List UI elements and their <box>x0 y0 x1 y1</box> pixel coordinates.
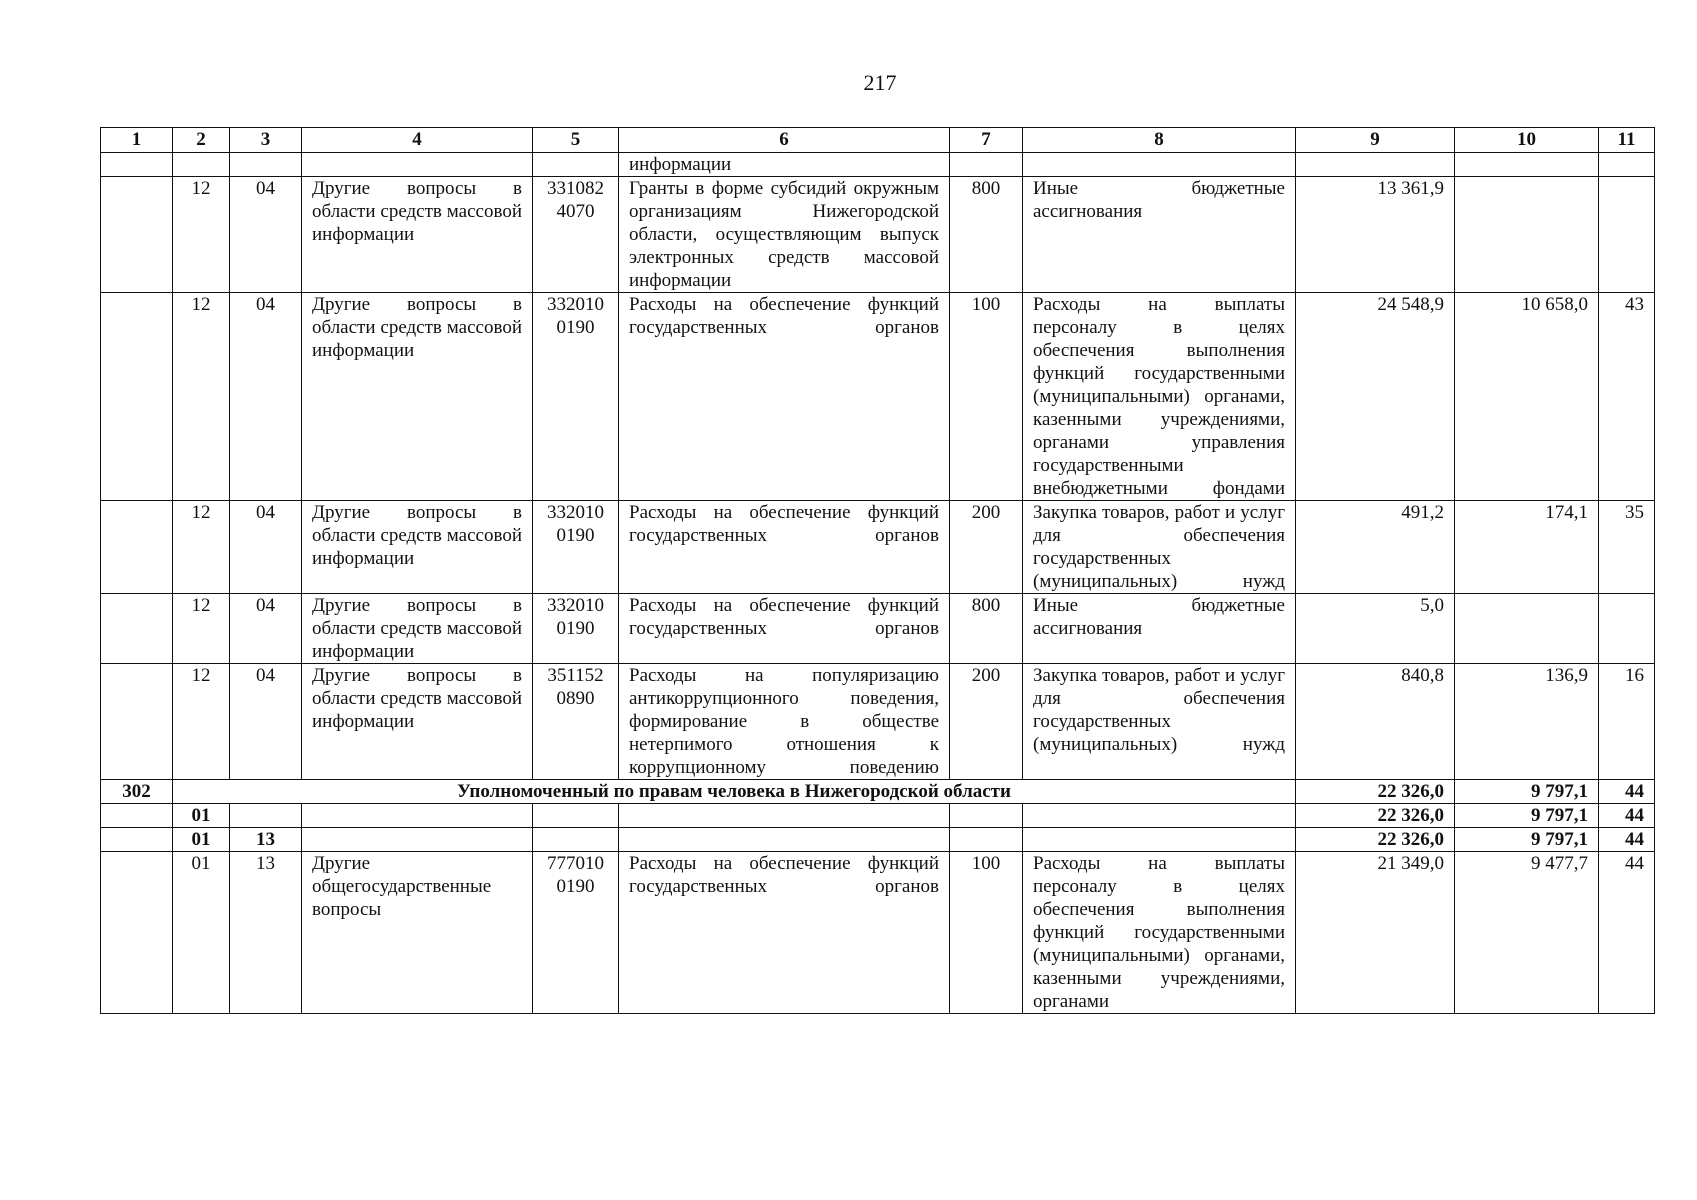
amount-planned: 22 326,0 <box>1296 780 1455 804</box>
amount-executed: 10 658,0 <box>1455 293 1599 501</box>
expense-type-code: 200 <box>950 664 1023 780</box>
section-name: Другие общегосударственные вопросы <box>302 852 533 1014</box>
amount-planned: 21 349,0 <box>1296 852 1455 1014</box>
continuation-row <box>101 153 1655 177</box>
section-code: 01 <box>173 828 230 852</box>
execution-percent: 43 <box>1599 293 1655 501</box>
column-header: 1 <box>101 128 173 153</box>
section-name: Другие вопросы в области средств массовой информации <box>302 293 533 501</box>
expense-type-name: Иные бюджетные ассигнования <box>1023 594 1296 664</box>
amount-executed: 9 797,1 <box>1455 828 1599 852</box>
amount-executed <box>1455 594 1599 664</box>
expense-type-name: Расходы на выплаты персоналу в целях обеспечения выполнения функций государственными (муниципальными) органами, казенными учреждениями, органами <box>1023 852 1296 1014</box>
target-article-code: 332010 0190 <box>533 594 619 664</box>
section-code: 01 <box>173 852 230 1014</box>
target-article-name: Расходы на обеспечение функций государственных органов <box>619 293 950 501</box>
expense-type-name: Расходы на выплаты персоналу в целях обеспечения выполнения функций государственными (муниципальными) органами, казенными учреждениями, органами управления государственными внебюджетными фондами <box>1023 293 1296 501</box>
amount-executed: 174,1 <box>1455 501 1599 594</box>
subsection-code: 04 <box>230 594 302 664</box>
execution-percent: 35 <box>1599 501 1655 594</box>
section-name: Другие вопросы в области средств массовой информации <box>302 594 533 664</box>
subsection-code: 04 <box>230 293 302 501</box>
section-name: Другие вопросы в области средств массовой информации <box>302 664 533 780</box>
subsection-code: 13 <box>230 828 302 852</box>
section-code: 12 <box>173 177 230 293</box>
agency-total-row <box>101 780 1655 804</box>
amount-planned: 840,8 <box>1296 664 1455 780</box>
table-row <box>101 293 1655 501</box>
subsection-code: 04 <box>230 177 302 293</box>
column-header: 4 <box>302 128 533 153</box>
target-article-code: 332010 0190 <box>533 501 619 594</box>
amount-planned: 5,0 <box>1296 594 1455 664</box>
amount-executed: 9 797,1 <box>1455 780 1599 804</box>
agency-title: Уполномоченный по правам человека в Нижегородской области <box>173 780 1296 804</box>
amount-planned: 22 326,0 <box>1296 828 1455 852</box>
column-header: 9 <box>1296 128 1455 153</box>
section-code: 12 <box>173 594 230 664</box>
target-article-name: Гранты в форме субсидий окружным организациям Нижегородской области, осуществляющим выпуск электронных средств массовой информации <box>619 177 950 293</box>
amount-executed <box>1455 177 1599 293</box>
subsection-code: 04 <box>230 501 302 594</box>
expense-type-code: 800 <box>950 177 1023 293</box>
expense-type-code: 100 <box>950 852 1023 1014</box>
expense-type-code: 800 <box>950 594 1023 664</box>
section-code: 12 <box>173 293 230 501</box>
target-article-code: 332010 0190 <box>533 293 619 501</box>
column-header: 11 <box>1599 128 1655 153</box>
page-number: 217 <box>863 70 897 95</box>
execution-percent: 44 <box>1599 780 1655 804</box>
column-header: 6 <box>619 128 950 153</box>
target-article-name: Расходы на популяризацию антикоррупционного поведения, формирование в обществе нетерпимого отношения к коррупционному поведению <box>619 664 950 780</box>
target-article-name: Расходы на обеспечение функций государственных органов <box>619 852 950 1014</box>
column-header: 3 <box>230 128 302 153</box>
column-header: 2 <box>173 128 230 153</box>
execution-percent <box>1599 594 1655 664</box>
amount-planned: 491,2 <box>1296 501 1455 594</box>
subsection-code: 04 <box>230 664 302 780</box>
expense-type-code: 100 <box>950 293 1023 501</box>
target-article-name: Расходы на обеспечение функций государственных органов <box>619 501 950 594</box>
amount-executed: 136,9 <box>1455 664 1599 780</box>
budget-table <box>100 127 1655 1014</box>
expense-type-code: 200 <box>950 501 1023 594</box>
column-header: 10 <box>1455 128 1599 153</box>
section-name: Другие вопросы в области средств массовой информации <box>302 501 533 594</box>
expense-type-name: Закупка товаров, работ и услуг для обеспечения государственных (муниципальных) нужд <box>1023 664 1296 780</box>
section-name: Другие вопросы в области средств массовой информации <box>302 177 533 293</box>
target-article-code: 351152 0890 <box>533 664 619 780</box>
target-article-code: 777010 0190 <box>533 852 619 1014</box>
execution-percent: 16 <box>1599 664 1655 780</box>
amount-planned: 22 326,0 <box>1296 804 1455 828</box>
agency-code: 302 <box>101 780 173 804</box>
column-header: 7 <box>950 128 1023 153</box>
table-row <box>101 852 1655 1014</box>
column-header: 5 <box>533 128 619 153</box>
column-header-row <box>101 128 1655 153</box>
execution-percent: 44 <box>1599 852 1655 1014</box>
section-code: 12 <box>173 664 230 780</box>
table-row <box>101 501 1655 594</box>
section-code: 01 <box>173 804 230 828</box>
amount-planned: 13 361,9 <box>1296 177 1455 293</box>
section-total-row <box>101 804 1655 828</box>
amount-executed: 9 477,7 <box>1455 852 1599 1014</box>
subsection-code: 13 <box>230 852 302 1014</box>
subsection-total-row <box>101 828 1655 852</box>
table-row <box>101 594 1655 664</box>
table-row <box>101 177 1655 293</box>
section-code: 12 <box>173 501 230 594</box>
expense-type-name: Закупка товаров, работ и услуг для обеспечения государственных (муниципальных) нужд <box>1023 501 1296 594</box>
execution-percent: 44 <box>1599 828 1655 852</box>
amount-executed: 9 797,1 <box>1455 804 1599 828</box>
table-row <box>101 664 1655 780</box>
execution-percent: 44 <box>1599 804 1655 828</box>
execution-percent <box>1599 177 1655 293</box>
target-article-code: 331082 4070 <box>533 177 619 293</box>
column-header: 8 <box>1023 128 1296 153</box>
amount-planned: 24 548,9 <box>1296 293 1455 501</box>
continued-purpose-text: информации <box>619 153 950 177</box>
target-article-name: Расходы на обеспечение функций государственных органов <box>619 594 950 664</box>
expense-type-name: Иные бюджетные ассигнования <box>1023 177 1296 293</box>
